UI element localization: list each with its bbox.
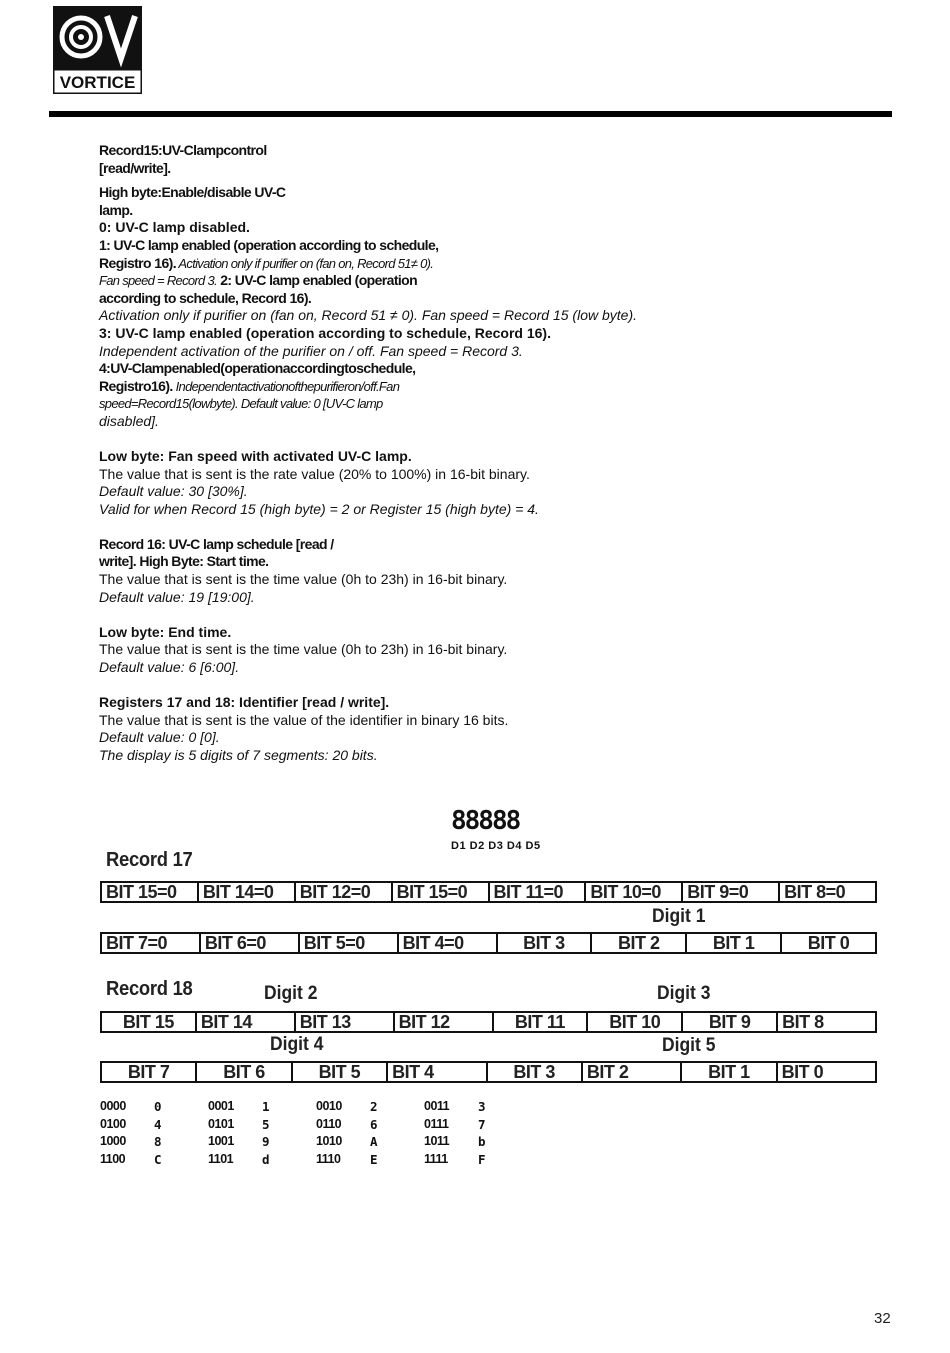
bit-cell: BIT 1: [687, 934, 782, 952]
segment-symbol: 9: [262, 1134, 270, 1150]
option-4: 4:UV-Clampenabled(operationaccordingtoschedule, Registro16). Independentactivationofthepurifieron/off.Fan speed=Record15(lowbyte). Default value: 0 [UV-C lamp disabled].: [99, 360, 416, 429]
bit-cell: BIT 15=0: [393, 883, 490, 901]
binary-code: 0000: [100, 1099, 126, 1114]
binary-code: 1110: [316, 1152, 341, 1167]
segment-symbol: A: [370, 1134, 378, 1150]
low-byte-end-default: Default value: 6 [6:00].: [99, 658, 240, 675]
bit-cell: BIT 4=0: [399, 934, 498, 952]
table-row: [100, 1151, 532, 1169]
low-byte-end-title: Low byte: End time.: [99, 623, 232, 640]
binary-code: 0100: [100, 1116, 126, 1131]
binary-code: 1001: [208, 1134, 234, 1149]
display-digit-labels: [451, 840, 541, 852]
bit-cell: BIT 0: [781, 1061, 824, 1082]
bit-cell: BIT 8: [782, 1011, 824, 1032]
low-byte-end-text: The value that is sent is the time value (0h to 23h) in 16-bit binary.: [99, 641, 508, 658]
record17-18-text: The value that is sent is the value of the identifier in binary 16 bits.: [99, 711, 509, 728]
body-text: [99, 142, 679, 764]
low-byte-title: Low byte: Fan speed with activated UV-C lamp.: [99, 448, 412, 464]
binary-code: 0001: [208, 1099, 234, 1114]
record18-heading: Record 18: [106, 978, 193, 1000]
header-rule: [49, 111, 892, 117]
binary-code: 0101: [208, 1116, 234, 1131]
digit-label: D2: [469, 840, 485, 852]
segment-symbol: d: [262, 1152, 270, 1168]
option-3-note: Independent activation of the purifier on / off. Fan speed = Record 3.: [99, 342, 523, 359]
option-0: 0: UV-C lamp disabled.: [99, 219, 250, 236]
segment-symbol: F: [478, 1152, 486, 1168]
record15-title: Record15:UV-Clampcontrol [read/write].: [99, 142, 267, 176]
bit-cell: BIT 2: [583, 1063, 682, 1081]
record16-text: The value that is sent is the time value (0h to 23h) in 16-bit binary.: [99, 571, 508, 588]
high-byte-title: High byte:Enable/disable UV-C lamp.: [99, 184, 286, 218]
record16-default: Default value: 19 [19:00].: [99, 588, 255, 605]
bit-cell: BIT 5: [293, 1063, 388, 1081]
table-row: [100, 1116, 532, 1134]
bit-cell: BIT 8=0: [784, 881, 846, 902]
bit-cell: BIT 3: [488, 1063, 583, 1081]
brand-name: VORTICE: [59, 73, 136, 92]
segment-symbol: 3: [478, 1099, 486, 1115]
low-byte-default: Default value: 30 [30%].: [99, 483, 248, 500]
bit-cell: BIT 9: [683, 1013, 778, 1031]
bit-cell: BIT 6: [197, 1063, 292, 1081]
binary-code: 1111: [424, 1152, 448, 1167]
option-2-note: Activation only if purifier on (fan on, Record 51 ≠ 0). Fan speed = Record 15 (low byte).: [99, 307, 638, 324]
segment-symbol: 6: [370, 1116, 378, 1132]
binary-code: 1100: [100, 1152, 126, 1167]
segment-symbol: 1: [262, 1099, 270, 1115]
digit-label: D4: [506, 840, 522, 852]
digit1-label: Digit 1: [652, 906, 706, 927]
record18-row-low: [100, 1061, 877, 1083]
binary-code: 1101: [208, 1152, 234, 1167]
bit-cell: BIT 11: [494, 1013, 589, 1031]
segment-symbol: C: [154, 1152, 162, 1168]
bit-cell: BIT 14: [197, 1013, 296, 1031]
bit-cell: BIT 14=0: [199, 883, 296, 901]
digit4-label: Digit 4: [270, 1034, 324, 1055]
bit-cell: BIT 15=0: [102, 883, 199, 901]
vortice-logo: [53, 6, 142, 94]
low-byte-text: The value that is sent is the rate value (20% to 100%) in 16-bit binary.: [99, 465, 530, 482]
binary-code: 1010: [316, 1134, 342, 1149]
bit-cell: BIT 1: [682, 1063, 777, 1081]
binary-code: 0011: [424, 1099, 450, 1114]
record17-row-low: [100, 932, 877, 954]
segment-symbol: 5: [262, 1116, 270, 1132]
record17-18-title: Registers 17 and 18: Identifier [read / write].: [99, 694, 390, 711]
bit-cell: BIT 6=0: [201, 934, 300, 952]
bit-cell: BIT 10=0: [586, 883, 683, 901]
record17-heading: Record 17: [106, 849, 193, 871]
page-number: 32: [874, 1310, 891, 1327]
bit-cell: BIT 9=0: [683, 883, 780, 901]
low-byte-valid: Valid for when Record 15 (high byte) = 2 or Register 15 (high byte) = 4.: [99, 500, 539, 517]
display-digits: 88888: [451, 806, 520, 836]
segment-symbol: 8: [154, 1134, 162, 1150]
segment-symbol: b: [478, 1134, 486, 1150]
bit-cell: BIT 7=0: [102, 934, 201, 952]
binary-code: 1011: [424, 1134, 450, 1149]
display-note: The display is 5 digits of 7 segments: 20 bits.: [99, 746, 378, 763]
digit3-label: Digit 3: [657, 983, 711, 1004]
digit-label: D5: [525, 840, 541, 852]
option-3: 3: UV-C lamp enabled (operation according to schedule, Record 16).: [99, 324, 551, 341]
bit-cell: BIT 5=0: [300, 934, 399, 952]
segment-symbol: 4: [154, 1116, 162, 1132]
binary-code: 0111: [424, 1116, 449, 1131]
digit2-label: Digit 2: [264, 983, 318, 1004]
bit-cell: BIT 15: [102, 1013, 197, 1031]
digit-label: D3: [488, 840, 504, 852]
record16-title: Record 16: UV-C lamp schedule [read / write]. High Byte: Start time.: [99, 535, 334, 570]
bit-cell: BIT 7: [102, 1063, 197, 1081]
binary-code: 0010: [316, 1099, 342, 1114]
bit-cell: BIT 10: [588, 1013, 683, 1031]
binary-code: 1000: [100, 1134, 126, 1149]
record18-row-high: [100, 1011, 877, 1033]
bit-cell: BIT 4: [388, 1063, 487, 1081]
record17-18-default: Default value: 0 [0].: [99, 729, 220, 746]
binary-hex-table: [100, 1098, 532, 1168]
binary-code: 0110: [316, 1116, 342, 1131]
table-row: [100, 1098, 532, 1116]
segment-symbol: 7: [478, 1116, 486, 1132]
record17-row-high: [100, 881, 877, 903]
table-row: [100, 1133, 532, 1151]
digit-label: D1: [451, 840, 467, 852]
bit-cell: BIT 13: [296, 1013, 395, 1031]
segment-symbol: E: [370, 1152, 378, 1168]
bit-cell: BIT 12: [395, 1013, 494, 1031]
bit-cell: BIT 0: [807, 932, 850, 953]
digit5-label: Digit 5: [662, 1035, 716, 1056]
bit-cell: BIT 2: [592, 934, 687, 952]
option-1: 1: UV-C lamp enabled (operation according to schedule, Registro 16). Activation only if purifier on (fan on, Record 51≠ 0). Fan speed = Record 3. 2: UV-C lamp enabled (operation according to schedule, Record 16).: [99, 236, 439, 306]
segment-symbol: 0: [154, 1099, 162, 1115]
bit-cell: BIT 12=0: [296, 883, 393, 901]
bit-cell: BIT 11=0: [490, 883, 587, 901]
seven-segment-display: [451, 808, 541, 852]
segment-symbol: 2: [370, 1099, 378, 1115]
bit-cell: BIT 3: [498, 934, 593, 952]
